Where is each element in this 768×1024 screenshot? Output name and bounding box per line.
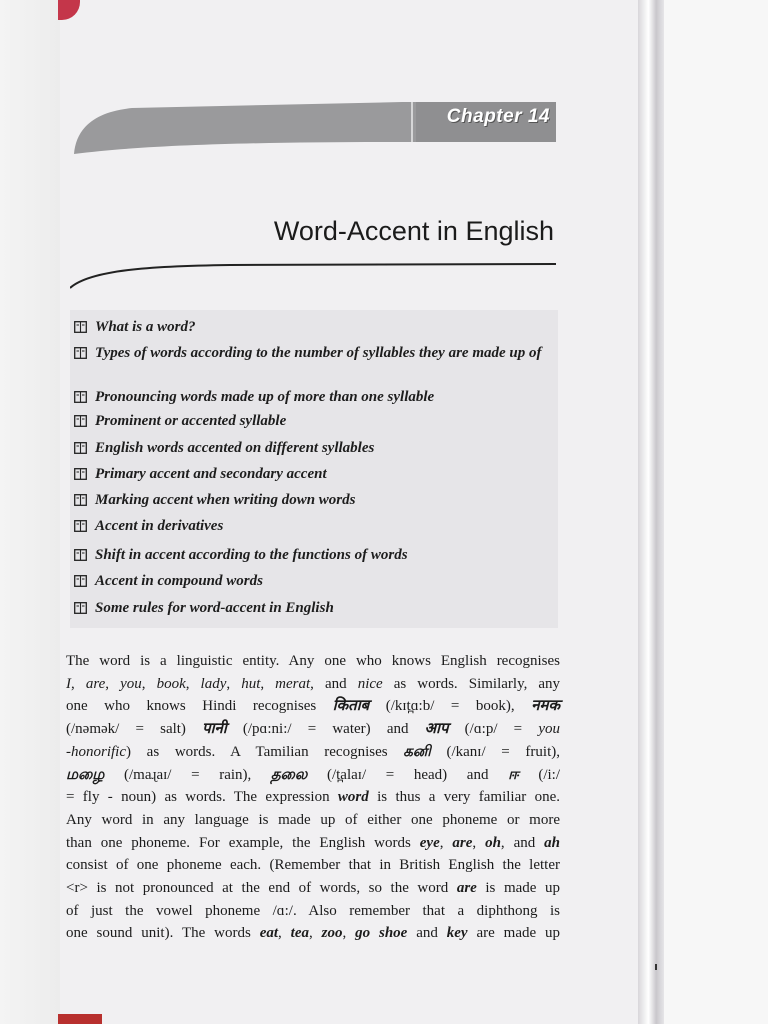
book-icon [74, 321, 87, 333]
body-line: than one phoneme. For example, the English words eye, are, oh, and ah [66, 834, 561, 851]
cover-corner-bottom [58, 1014, 102, 1024]
title-rule [70, 262, 556, 290]
toc-item [74, 465, 557, 484]
book-icon [74, 391, 87, 403]
book-icon [74, 549, 87, 561]
body-line: The word is a linguistic entity. Any one who knows English recognises [66, 653, 560, 669]
book-icon [74, 442, 87, 454]
book-icon [74, 347, 87, 359]
toc-item-label: Primary accent and secondary accent [95, 466, 327, 482]
toc-item [74, 344, 557, 363]
toc-item [74, 412, 557, 431]
body-line: மழை (/maɻaɪ/ = rain), தலை (/t̪alaɪ/ = head) and ஈ (/i:/ [66, 766, 560, 783]
toc-item-label: Accent in derivatives [95, 518, 224, 534]
toc-item [74, 546, 557, 565]
toc-item [74, 599, 557, 618]
toc-item-label: Some rules for word-accent in English [95, 600, 334, 616]
toc-item-label: Pronouncing words made up of more than one syllable [95, 389, 435, 405]
toc-item [74, 439, 557, 458]
toc-item-label: English words accented on different syllables [95, 440, 375, 456]
toc-item-label: Prominent or accented syllable [95, 413, 287, 429]
toc-item [74, 318, 557, 337]
body-line: consist of one phoneme each. (Remember that in British English the letter [66, 857, 560, 874]
body-paragraph [66, 650, 560, 945]
toc-item-label: Shift in accent according to the functions of words [95, 547, 408, 563]
toc-item-label: Accent in compound words [95, 573, 263, 589]
book-icon [74, 494, 87, 506]
body-line: (/nəmək/ = salt) पानी (/pɑ:ni:/ = water) and आप (/ɑ:p/ = you [66, 721, 560, 738]
toc-item [74, 388, 557, 407]
toc-item-label: What is a word? [95, 319, 196, 335]
body-line: one who knows Hindi recognises किताब (/kɪt̪ɑ:b/ = book), नमक [66, 698, 561, 715]
book-icon [74, 575, 87, 587]
book-icon [74, 415, 87, 427]
body-line: I, are, you, book, lady, hut, merat, and nice as words. Similarly, any [66, 675, 561, 692]
page-edge-mark [655, 964, 657, 970]
toc-item [74, 517, 557, 536]
toc-item [74, 572, 557, 591]
background-left [0, 0, 60, 1024]
toc-item [74, 491, 557, 510]
chapter-number: Chapter 14 [446, 106, 550, 127]
book-icon [74, 520, 87, 532]
book-icon [74, 602, 87, 614]
chapter-banner [72, 100, 556, 156]
body-line: of just the vowel phoneme /ɑ:/. Also remember that a diphthong is [66, 902, 560, 919]
toc-item-label: Types of words according to the number of syllables they are made up of [95, 345, 542, 361]
body-line: Any word in any language is made up of either one phoneme or more [66, 811, 560, 828]
body-line: = fly - noun) as words. The expression word is thus a very familiar one. [66, 789, 560, 806]
body-line: one sound unit). The words eat, tea, zoo, go shoe and key are made up [66, 925, 561, 942]
toc-item-label: Marking accent when writing down words [95, 492, 356, 508]
book-spine [638, 0, 664, 1024]
body-line: <r> is not pronounced at the end of words, so the word are is made up [66, 880, 560, 897]
chapter-title: Word-Accent in English [273, 216, 554, 246]
background-right [664, 0, 768, 1024]
body-line: -honorific) as words. A Tamilian recognises கனி (/kanɪ/ = fruit), [66, 743, 560, 760]
book-icon [74, 468, 87, 480]
